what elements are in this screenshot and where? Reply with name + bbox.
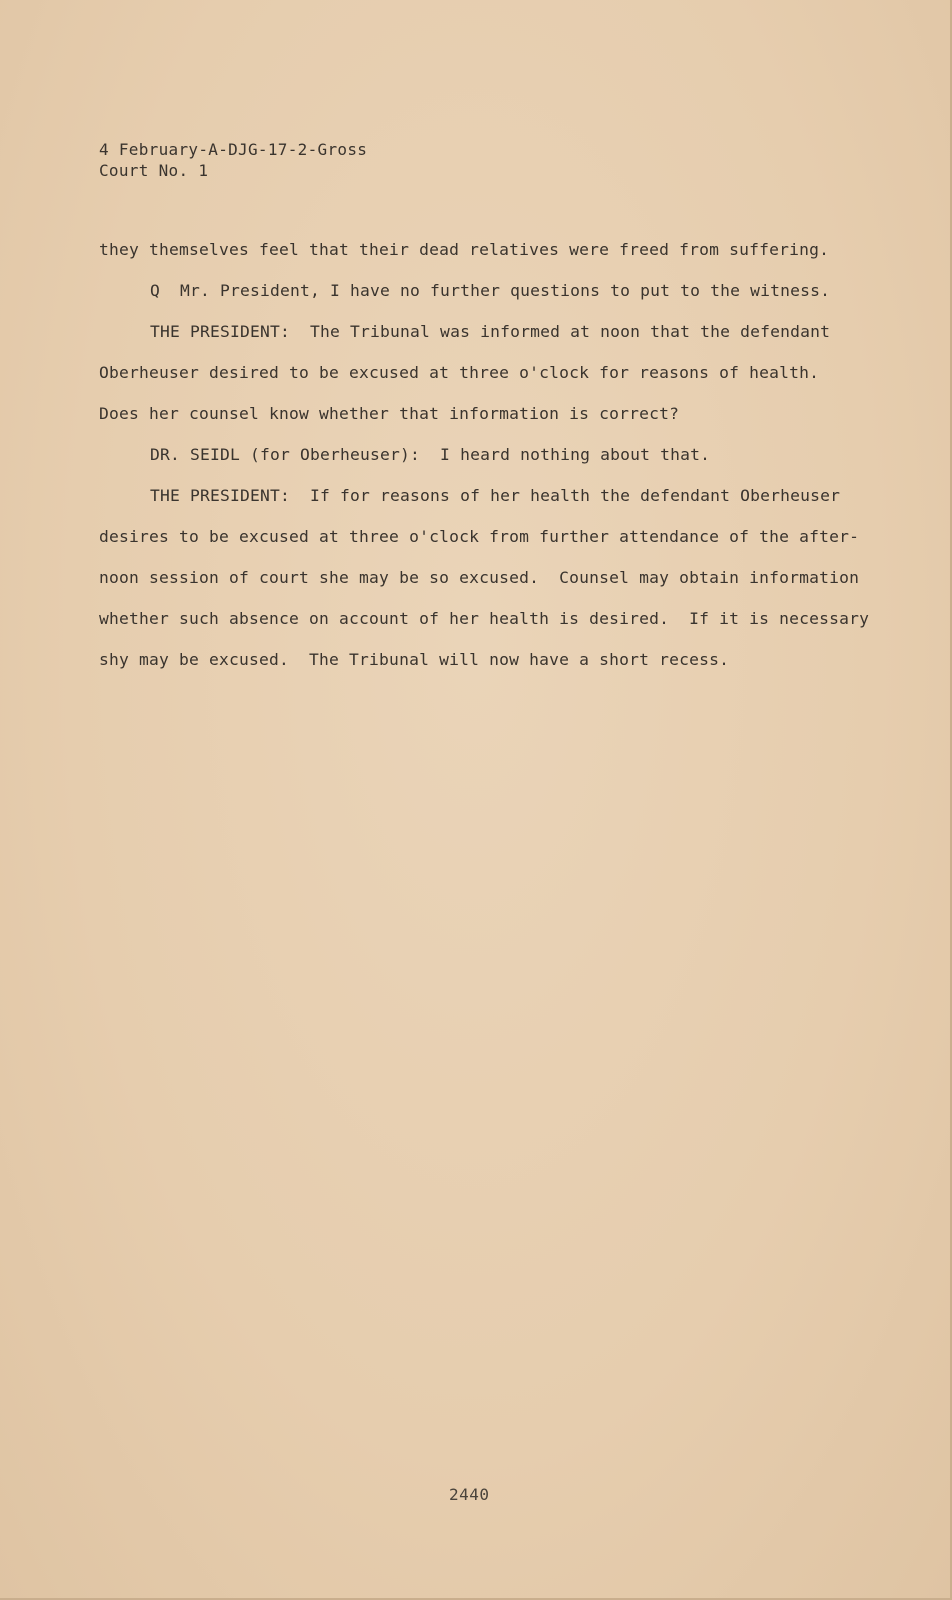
transcript-line: desires to be excused at three o'clock from further attendance of the after- xyxy=(99,527,860,546)
transcript-line: shy may be excused. The Tribunal will now have a short recess. xyxy=(99,650,730,669)
transcript-line: DR. SEIDL (for Oberheuser): I heard nothing about that. xyxy=(150,445,711,464)
header-court: Court No. 1 xyxy=(99,161,209,180)
transcript-line: they themselves feel that their dead relatives were freed from suffering. xyxy=(99,240,830,259)
transcript-line: THE PRESIDENT: The Tribunal was informed at noon that the defendant xyxy=(150,322,831,341)
transcript-line: Oberheuser desired to be excused at three o'clock for reasons of health. xyxy=(99,363,820,382)
transcript-line: THE PRESIDENT: If for reasons of her health the defendant Oberheuser xyxy=(150,486,841,505)
page-number: 2440 xyxy=(449,1485,490,1504)
transcript-line: whether such absence on account of her health is desired. If it is necessary xyxy=(99,609,870,628)
transcript-line: Q Mr. President, I have no further questions to put to the witness. xyxy=(150,281,831,300)
header-reference: 4 February-A-DJG-17-2-Gross xyxy=(99,140,368,159)
transcript-line: noon session of court she may be so excused. Counsel may obtain information xyxy=(99,568,860,587)
transcript-line: Does her counsel know whether that information is correct? xyxy=(99,404,680,423)
document-header xyxy=(99,139,367,181)
